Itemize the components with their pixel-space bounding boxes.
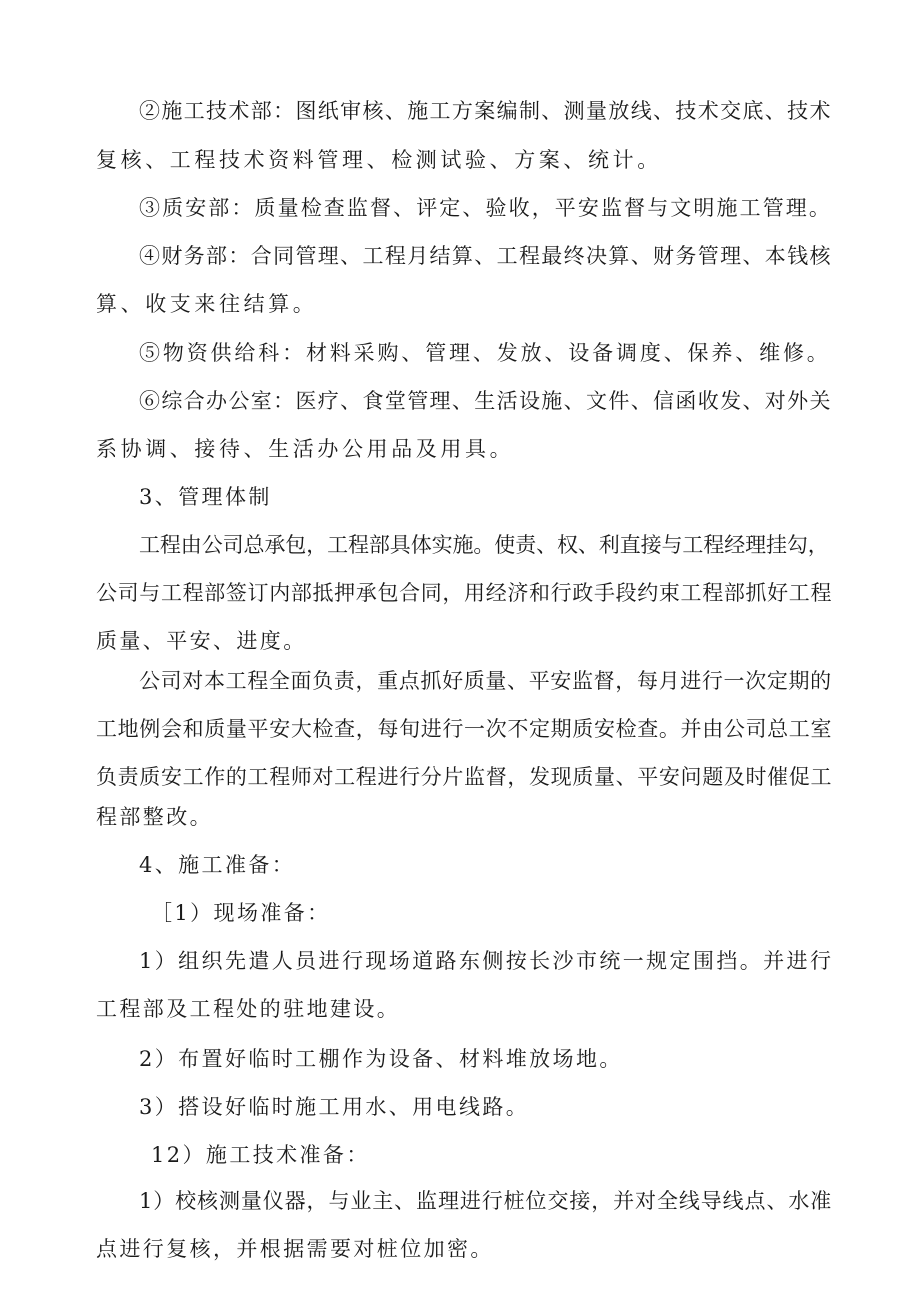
text-line: 工地例会和质量平安大检查，每旬进行一次不定期质安检查。并由公司总工室 <box>96 717 833 741</box>
text-line: ⑤物资供给科：材料采购、管理、发放、设备调度、保养、维修。 <box>139 341 831 365</box>
section-heading: 4、施工准备： <box>139 853 296 877</box>
text-line: ④财务部：合同管理、工程月结算、工程最终决算、财务管理、本钱核 <box>139 244 832 268</box>
text-line: 2）布置好临时工棚作为设备、材料堆放场地。 <box>139 1047 623 1071</box>
text-line: 程部整改。 <box>96 805 213 829</box>
text-line: 公司与工程部签订内部抵押承包合同，用经济和行政手段约束工程部抓好工程 <box>96 581 833 605</box>
text-line: ②施工技术部：图纸审核、施工方案编制、测量放线、技术交底、技术 <box>139 99 832 123</box>
text-line: 1）校核测量仪器，与业主、监理进行桩位交接，并对全线导线点、水准 <box>139 1189 833 1213</box>
text-line: ③质安部：质量检查监督、评定、验收，平安监督与文明施工管理。 <box>139 196 832 220</box>
text-line: 公司对本工程全面负责，重点抓好质量、平安监督，每月进行一次定期的 <box>139 669 832 693</box>
text-line: ⑥综合办公室：医疗、食堂管理、生活设施、文件、信函收发、对外关 <box>139 389 832 413</box>
subsection-heading: ［1）现场准备： <box>151 901 331 925</box>
text-line: 工程部及工程处的驻地建设。 <box>96 997 401 1021</box>
text-line: 点进行复核，并根据需要对桩位加密。 <box>96 1237 494 1261</box>
text-line: 负责质安工作的工程师对工程进行分片监督，发现质量、平安问题及时催促工 <box>96 765 833 789</box>
section-heading: 3、管理体制 <box>139 485 272 509</box>
text-line: 系协调、接待、生活办公用品及用具。 <box>96 437 515 461</box>
text-line: 工程由公司总承包，工程部具体实施。使责、权、利直接与工程经理挂勾， <box>139 533 829 557</box>
text-line: 1）组织先遣人员进行现场道路东侧按长沙市统一规定围挡。并进行 <box>139 949 834 973</box>
text-line: 质量、平安、进度。 <box>96 629 307 653</box>
text-line: 复核、工程技术资料管理、检测试验、方案、统计。 <box>96 148 662 172</box>
text-line: 3）搭设好临时施工用水、用电线路。 <box>139 1095 530 1119</box>
text-line: 算、收支来往结算。 <box>96 292 318 316</box>
subsection-heading: 12）施工技术准备： <box>151 1143 370 1167</box>
